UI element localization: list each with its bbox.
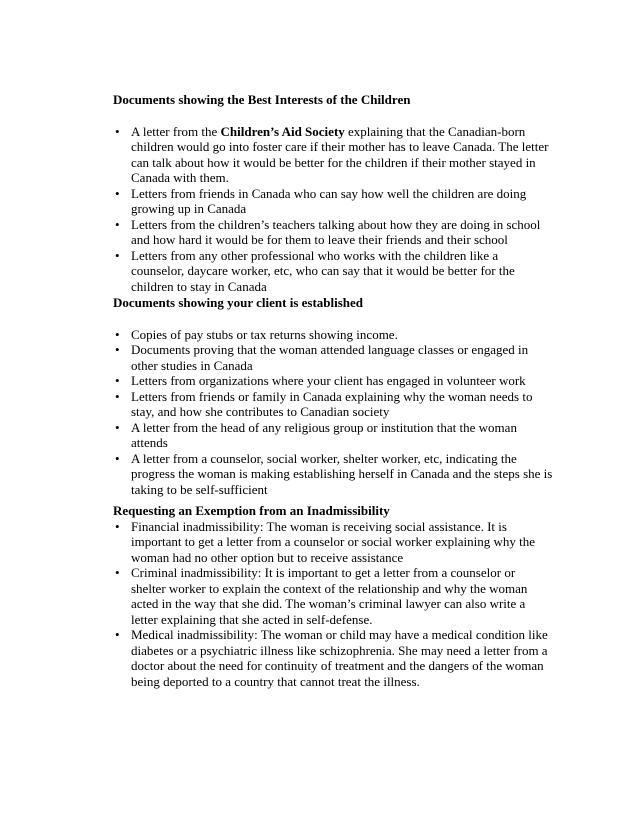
list-item-text: Letters from friends in Canada who can say how well the children are doing growing up in Canada [131, 185, 527, 216]
list-item-text: A letter from a counselor, social worker, shelter worker, etc, indicating the progress the woman is making establishing herself in Canada and the steps she is taking to be self-sufficient [131, 450, 553, 497]
bullet-list [113, 327, 553, 498]
list-item [113, 186, 553, 217]
section-heading: Documents showing your client is established [113, 295, 364, 310]
list-item [113, 565, 553, 627]
list-item [113, 389, 553, 420]
bullet-list [113, 124, 553, 295]
list-item [113, 420, 553, 451]
bullet-icon: • [115, 185, 120, 201]
list-item-text: Financial inadmissibility: The woman is receiving social assistance. It is important to get a letter from a counselor or social worker explaining why the woman had no other option but to receive assistance [131, 518, 535, 565]
list-item-text: Copies of pay stubs or tax returns showing income. [131, 326, 398, 342]
list-item [113, 519, 553, 566]
bullet-icon: • [115, 518, 120, 534]
bullet-icon: • [115, 123, 120, 139]
list-item-text-pre: A letter from the [131, 123, 221, 139]
section-heading: Requesting an Exemption from an Inadmissibility [113, 503, 390, 518]
bullet-icon: • [115, 326, 120, 342]
bullet-icon: • [115, 342, 120, 357]
list-item-text: Letters from friends or family in Canada explaining why the woman needs to stay, and how she contributes to Canadian society [131, 388, 533, 419]
bullet-list [113, 519, 553, 690]
list-item-text: Documents proving that the woman attended language classes or engaged in other studies in Canada [131, 342, 529, 373]
list-item [113, 373, 553, 389]
bullet-icon: • [115, 565, 120, 580]
list-item [113, 451, 553, 498]
list-item [113, 327, 553, 343]
list-item-text-post: explaining that the Canadian-born children would go into foster care if their mother has to leave Canada. The letter can talk about how it would be better for the children if their mother stayed in Canada with them. [131, 123, 549, 185]
list-item [113, 124, 553, 186]
section-client-established [113, 295, 553, 497]
bullet-icon: • [115, 247, 120, 263]
list-item [113, 342, 553, 373]
bullet-icon: • [115, 627, 120, 642]
list-item-text: Letters from any other professional who works with the children like a counselor, daycare worker, etc, who can say that it would be better for the children to stay in Canada [131, 247, 515, 294]
list-item [113, 217, 553, 248]
list-item [113, 627, 553, 689]
list-item-text: Criminal inadmissibility: It is important to get a letter from a counselor or shelter worker to explain the context of the relationship and why the woman acted in the way that she did. The woman’s criminal lawyer can also write a letter explaining that she acted in self-defense. [131, 565, 528, 627]
list-item-text: A letter from the head of any religious group or institution that the woman attends [131, 419, 517, 450]
section-heading: Documents showing the Best Interests of the Children [113, 92, 411, 107]
bullet-icon: • [115, 419, 120, 435]
bullet-icon: • [115, 388, 120, 404]
list-item-text: Medical inadmissibility: The woman or child may have a medical condition like diabetes or a psychiatric illness like schizophrenia. She may need a letter from a doctor about the need for continuity of treatment and the dangers of the woman being deported to a country that cannot treat the illness. [131, 627, 548, 689]
section-best-interests [113, 92, 553, 294]
list-item [113, 248, 553, 295]
bullet-icon: • [115, 216, 120, 232]
section-inadmissibility-exemption [113, 503, 553, 689]
list-item-text: Letters from organizations where your client has engaged in volunteer work [131, 373, 526, 388]
list-item-text-bold: Children’s Aid Society [220, 123, 345, 139]
bullet-icon: • [115, 450, 120, 466]
bullet-icon: • [115, 373, 120, 388]
list-item-text: Letters from the children’s teachers talking about how they are doing in school and how hard it would be for them to leave their friends and their school [131, 216, 541, 247]
